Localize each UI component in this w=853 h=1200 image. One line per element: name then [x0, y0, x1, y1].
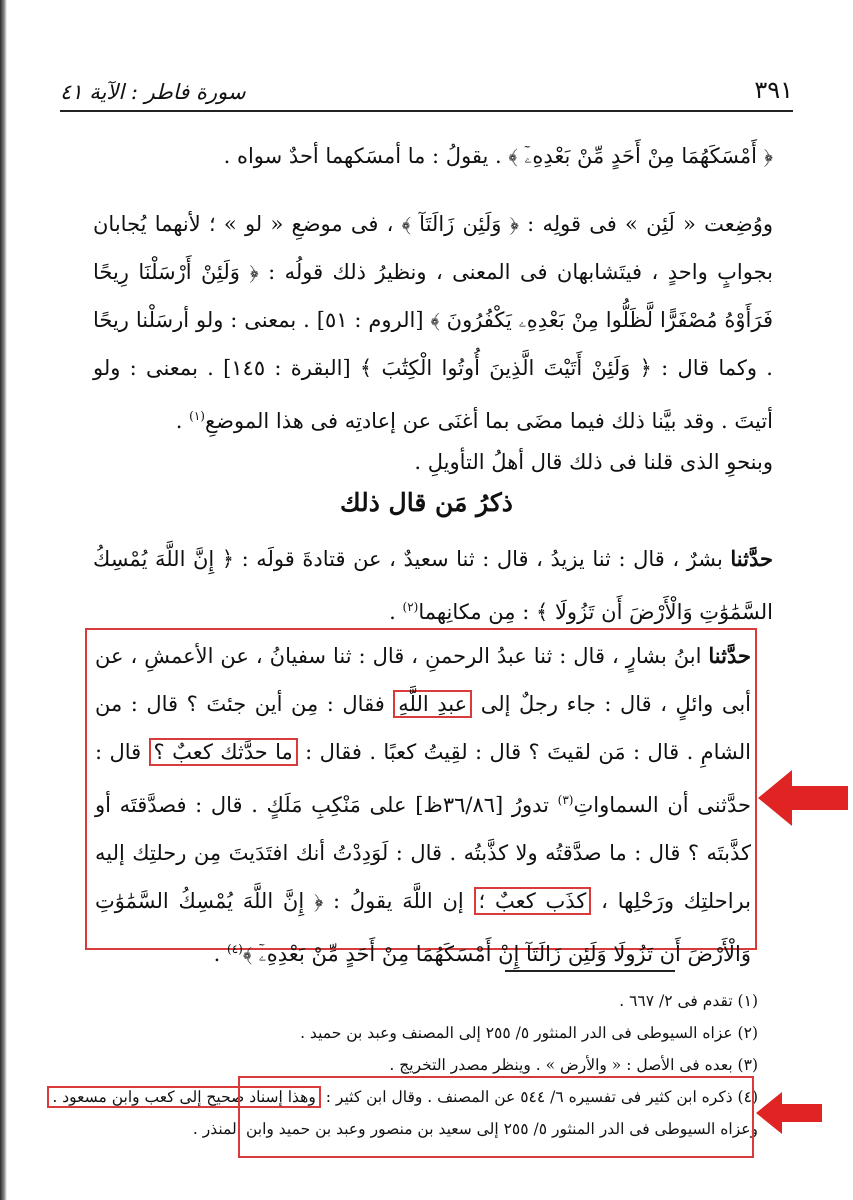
running-title: سورة فاطر : الآية ٤١: [60, 80, 246, 104]
footnote-1: (١) تقدم فى ٢/ ٦٦٧ .: [619, 992, 758, 1010]
red-arrow-icon: [758, 770, 848, 826]
footnote-ref-4: (٤): [227, 942, 243, 956]
footnote-rule: [505, 970, 675, 972]
highlight-kaab-question: ما حدَّثك كعبٌ ؟: [149, 738, 298, 766]
highlight-abdullah: عبدِ اللَّهِ: [393, 690, 472, 718]
paragraph-3: وبنحوِ الذى قلنا فى ذلك قال أهلُ التأويلِ .: [414, 450, 773, 474]
paragraph-4-text: بشرٌ ، قال : ثنا يزيدُ ، قال : ثنا سعيدٌ ، عن قتادةَ قولَه : ﴿ إِنَّ اللَّهَ يُمْسِكُ السَّمَٰوَٰتِ وَالْأَرْضَ أَن تَزُولَا ﴾ : مِن مكانِهما: [93, 547, 773, 624]
paragraph-5-part-c: قال : حدَّثنى أن السماواتِ: [95, 740, 751, 817]
page-header: [60, 68, 793, 104]
paragraph-5: [95, 632, 751, 978]
narration-lead: حدَّثنا: [730, 546, 773, 571]
paragraph-2-text: ووُضِعت « لَئِن » فى قولِه : ﴿ وَلَئِن زَالَتَآ ﴾ ، فى موضعِ « لو » ؛ لأنهما يُجابان بجوابٍ واحدٍ ، فيتَشابهان فى المعنى ، ونظيرُ ذلك قولُه : ﴿ وَلَئِنْ أَرْسَلْنَا رِيحًا فَرَأَوْهُ مُصْفَرًّا لَّظَلُّوا مِنْ بَعْدِهِۦ يَكْفُرُونَ ﴾ [الروم : ٥١] . بمعنى : ولو أرسَلْنا ريحًا . وكما قال : ﴿ وَلَئِنْ أَتَيْتَ الَّذِينَ أُوتُوا الْكِتَٰبَ ﴾ [البقرة : ١٤٥] . بمعنى : ولو أتيتَ . وقد بيَّنا ذلك فيما مضَى بما أغنَى عن إعادتِه فى هذا الموضعِ: [93, 212, 773, 433]
footnote-2: (٢) عزاه السيوطى فى الدر المنثور ٥/ ٢٥٥ إلى المصنف وعبد بن حميد .: [300, 1024, 758, 1042]
paragraph-5-end: .: [213, 942, 227, 966]
footnote-4-text: (٤) ذكره ابن كثير فى تفسيره ٦/ ٥٤٤ عن المصنف . وقال ابن كثير :: [320, 1088, 758, 1106]
paragraph-5-part-d: تدورُ [٣٦/٨٦ظ] على مَنْكِبِ مَلَكٍ . قال : فصدَّقتَه أو كذَّبتَه ؟ قال : ما صدَّقتُه ولا كذَّبتُه . قال : لَوَدِدْتُ أنك افتَدَيتَ مِن رحلتِك إليه براحلتِك ورَحْلِها ،: [95, 793, 751, 913]
red-arrow-icon: [756, 1092, 822, 1134]
paragraph-5-part-a: ابنُ بشارٍ ، قال : ثنا عبدُ الرحمنِ ، قال : ثنا سفيانُ ، عن الأعمشِ ، عن أبى وائلٍ ، قال : جاء رجلٌ إلى: [95, 644, 751, 716]
section-heading: ذكرُ مَن قال ذلك: [340, 488, 513, 517]
narration-lead-2: حدَّثنا: [708, 643, 751, 668]
footnote-4-line-2: وعزاه السيوطى فى الدر المنثور ٥/ ٢٥٥ إلى سعيد بن منصور وعبد بن حميد وابن المنذر .: [192, 1120, 758, 1138]
footnote-3: (٣) بعده فى الأصل : « والأرض » . وينظر مصدر التخريج .: [389, 1056, 758, 1074]
paragraph-5-part-e: إن اللَّهَ يقولُ : ﴿ إِنَّ اللَّهَ يُمْسِكُ السَّمَٰوَٰتِ وَالْأَرْضَ أَن تَزُولَا وَلَئِن زَالَتَآ إِنْ أَمْسَكَهُمَا مِنْ أَحَدٍ مِّنْ بَعْدِهِۦٓ ﴾: [95, 889, 751, 966]
page-number: ٣٩١: [754, 76, 793, 104]
paragraph-4-end: .: [389, 600, 403, 624]
footnote-ref-2: (٢): [402, 600, 419, 614]
paragraph-5-part-b: فقال : مِن أين جئتَ ؟ قال : من الشامِ . قال : مَن لقيتَ ؟ قال : لقِيتُ كعبًا . فقال :: [95, 692, 752, 764]
scan-edge-shadow: [0, 0, 7, 1200]
paragraph-2-end: .: [175, 409, 190, 433]
header-rule: [60, 110, 793, 112]
footnote-ref-3: (٣): [557, 793, 574, 807]
paragraph-2: [93, 200, 773, 445]
paragraph-1: ﴿ أَمْسَكَهُمَا مِنْ أَحَدٍ مِّنْ بَعْدِهِۦٓ ﴾ . يقولُ : ما أمسَكهما أحدٌ سواه .: [223, 144, 773, 168]
footnote-ref-1: (١): [189, 409, 205, 423]
highlight-kaab-lied: كذَب كعبٌ ؛: [474, 887, 592, 915]
highlighted-footnote-box: [238, 1076, 754, 1158]
paragraph-4: [93, 535, 773, 636]
highlight-isnad-sahih: وهذا إسناد صحيح إلى كعب وابن مسعود .: [47, 1086, 320, 1108]
